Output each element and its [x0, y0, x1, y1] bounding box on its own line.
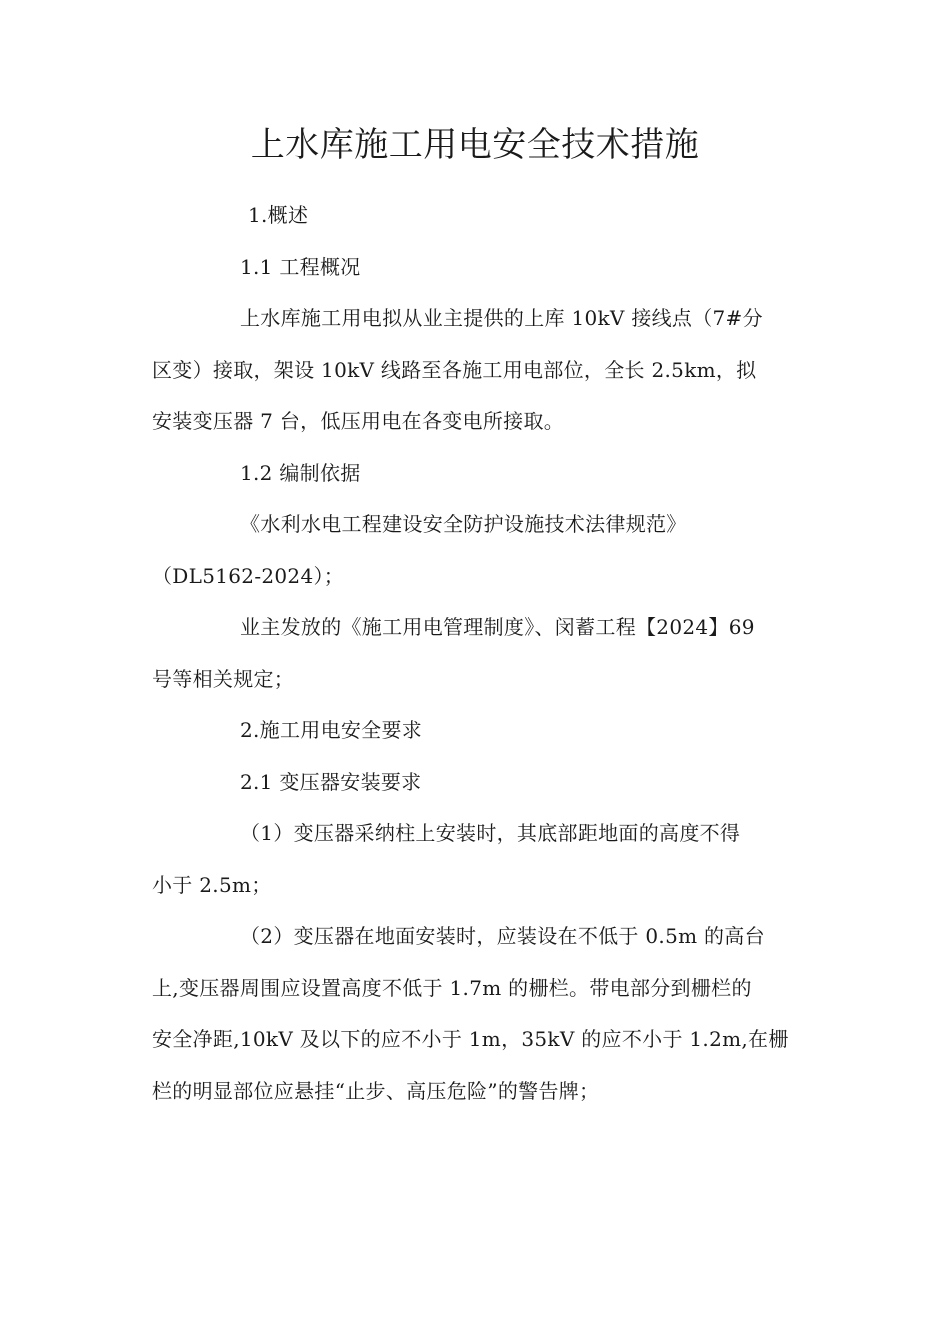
paragraph-line: （DL5162-2024）；	[152, 564, 345, 588]
list-item-line: 安全净距,10kV 及以下的应不小于 1m，35kV 的应不小于 1.2m,在栅	[152, 1027, 789, 1051]
paragraph-line: 业主发放的《施工用电管理制度》、闵蓄工程【2024】69	[240, 615, 755, 639]
list-item-line: 上,变压器周围应设置高度不低于 1.7m 的栅栏。带电部分到栅栏的	[152, 976, 752, 1000]
paragraph-line: 区变）接取，架设 10kV 线路至各施工用电部位，全长 2.5km，拟	[152, 358, 757, 382]
paragraph-line: 安装变压器 7 台，低压用电在各变电所接取。	[152, 409, 565, 433]
section-heading-overview: 1.概述	[248, 203, 309, 227]
paragraph-line: 《水利水电工程建设安全防护设施技术法律规范》	[240, 512, 687, 536]
paragraph-line: 上水库施工用电拟从业主提供的上库 10kV 接线点（7#分	[240, 306, 763, 330]
subsection-heading-project-overview: 1.1 工程概况	[240, 255, 361, 279]
list-item-line: （1）变压器采纳柱上安装时，其底部距地面的高度不得	[240, 821, 741, 845]
paragraph-line: 号等相关规定；	[152, 667, 295, 691]
subsection-heading-transformer: 2.1 变压器安装要求	[240, 770, 422, 794]
subsection-heading-basis: 1.2 编制依据	[240, 461, 361, 485]
list-item-line: 栏的明显部位应悬挂“止步、高压危险”的警告牌；	[152, 1079, 600, 1103]
document-title: 上水库施工用电安全技术措施	[250, 125, 700, 165]
section-heading-safety-requirements: 2.施工用电安全要求	[240, 718, 423, 742]
list-item-line: 小于 2.5m；	[152, 873, 272, 897]
list-item-line: （2）变压器在地面安装时，应装设在不低于 0.5m 的高台	[240, 924, 765, 948]
